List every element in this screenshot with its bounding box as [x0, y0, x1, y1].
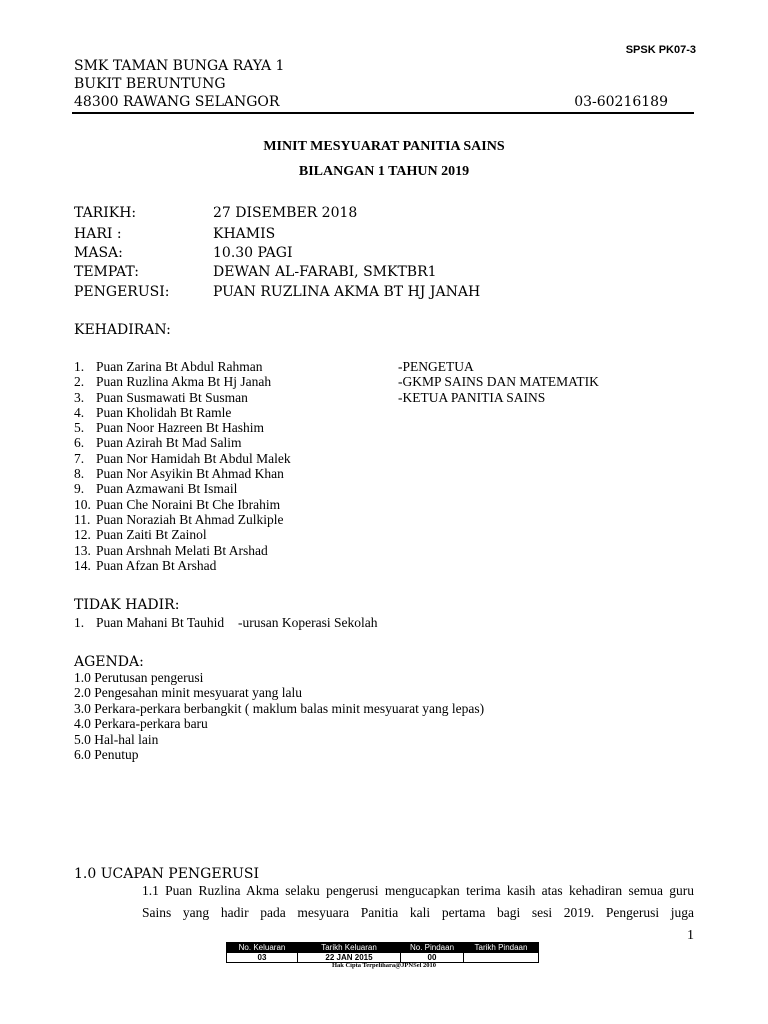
absent-heading: TIDAK HADIR: [74, 597, 180, 613]
attendance-num: 2. [74, 374, 85, 390]
attendance-role: -PENGETUA [398, 359, 474, 374]
attendance-num: 7. [74, 450, 85, 466]
attendance-name: Puan Afzan Bt Arshad [96, 557, 217, 573]
attendance-num: 8. [74, 466, 85, 482]
meeting-info-value: DEWAN AL-FARABI, SMKTBR1 [213, 264, 437, 280]
meeting-info-value: 10.30 PAGI [213, 245, 293, 261]
meeting-info-label: PENGERUSI: [74, 284, 170, 300]
meeting-info-value: PUAN RUZLINA AKMA BT HJ JANAH [213, 284, 481, 300]
ctl-header-issue-no: No. Keluaran [227, 943, 298, 953]
attendance-name: Puan Kholidah Bt Ramle [96, 404, 232, 420]
absent-name: Puan Mahani Bt Tauhid [96, 615, 225, 630]
attendance-name: Puan Azmawani Bt Ismail [96, 481, 238, 497]
agenda-item: 2.0 Pengesahan minit mesyuarat yang lalu [74, 685, 302, 701]
section1-paragraph [142, 880, 694, 924]
attendance-num: 5. [74, 420, 85, 436]
ctl-header-amend-no: No. Pindaan [401, 943, 464, 953]
header-divider [72, 112, 694, 114]
attendance-num: 4. [74, 404, 85, 420]
meeting-info-label: TARIKH: [74, 205, 137, 221]
document-code: SPSK PK07-3 [625, 44, 696, 56]
ctl-value-amend-no: 00 [401, 953, 464, 963]
attendance-name: Puan Noraziah Bt Ahmad Zulkiple [96, 511, 284, 527]
agenda-item: 5.0 Hal-hal lain [74, 731, 159, 747]
attendance-name: Puan Susmawati Bt Susman [96, 389, 248, 405]
attendance-heading: KEHADIRAN: [74, 322, 171, 338]
copyright-notice: Hak Cipta Terpelihara@JPNSel 2010 [331, 962, 437, 969]
document-title: MINIT MESYUARAT PANITIA SAINS [263, 139, 505, 154]
ctl-value-issue-date: 22 JAN 2015 [298, 953, 401, 963]
meeting-info-label: TEMPAT: [74, 264, 139, 280]
agenda-item: 1.0 Perutusan pengerusi [74, 670, 204, 685]
agenda-list [74, 670, 484, 762]
attendance-num: 9. [74, 481, 85, 497]
absent-num: 1. [74, 615, 85, 630]
section1-line1: 1.1 Puan Ruzlina Akma selaku pengerusi mengucapkan terima kasih atas kehadiran semua guru [142, 883, 694, 898]
attendance-name: Puan Arshnah Melati Bt Arshad [96, 542, 268, 558]
school-phone: 03-60216189 [574, 94, 668, 110]
section1-heading: 1.0 UCAPAN PENGERUSI [74, 866, 260, 882]
attendance-name: Puan Ruzlina Akma Bt Hj Janah [96, 374, 272, 390]
attendance-num: 13. [74, 542, 91, 558]
attendance-num: 3. [74, 389, 85, 405]
attendance-name: Puan Noor Hazreen Bt Hashim [96, 420, 264, 436]
meeting-info-label: MASA: [74, 245, 123, 261]
ctl-header-amend-date: Tarikh Pindaan [464, 943, 539, 953]
attendance-role: -GKMP SAINS DAN MATEMATIK [398, 374, 599, 390]
attendance-num: 1. [74, 359, 85, 374]
attendance-num: 6. [74, 435, 85, 451]
attendance-num: 10. [74, 496, 91, 512]
school-area: BUKIT BERUNTUNG [74, 76, 226, 92]
meeting-info-value: 27 DISEMBER 2018 [213, 205, 358, 221]
attendance-num: 14. [74, 557, 91, 573]
school-address: 48300 RAWANG SELANGOR [74, 94, 280, 110]
attendance-num: 11. [74, 511, 91, 527]
attendance-name: Puan Azirah Bt Mad Salim [96, 435, 242, 451]
attendance-name: Puan Zaiti Bt Zainol [96, 527, 207, 543]
attendance-name: Puan Nor Hamidah Bt Abdul Malek [96, 450, 291, 466]
page-number: 1 [687, 928, 694, 943]
attendance-role: -KETUA PANITIA SAINS [398, 389, 546, 405]
school-name: SMK TAMAN BUNGA RAYA 1 [74, 58, 285, 74]
document-control-table [226, 942, 539, 963]
ctl-header-issue-date: Tarikh Keluaran [298, 943, 401, 953]
attendance-name: Puan Zarina Bt Abdul Rahman [96, 359, 263, 374]
meeting-info-label: HARI : [74, 226, 122, 242]
document-subtitle: BILANGAN 1 TAHUN 2019 [298, 164, 470, 179]
attendance-name: Puan Che Noraini Bt Che Ibrahim [96, 496, 281, 512]
agenda-item: 3.0 Perkara-perkara berbangkit ( maklum balas minit mesyuarat yang lepas) [74, 700, 485, 716]
agenda-heading: AGENDA: [74, 654, 144, 670]
attendance-num: 12. [74, 527, 91, 543]
ctl-value-amend-date [464, 953, 539, 963]
agenda-item: 4.0 Perkara-perkara baru [74, 716, 208, 732]
ctl-value-issue-no: 03 [227, 953, 298, 963]
section1-line2: Sains yang hadir pada mesyuara Panitia kali pertama bagi sesi 2019. Pengerusi juga [142, 905, 694, 920]
meeting-info-value: KHAMIS [213, 226, 276, 242]
agenda-item: 6.0 Penutup [74, 746, 139, 762]
absent-reason: -urusan Koperasi Sekolah [238, 615, 378, 630]
attendance-name: Puan Nor Asyikin Bt Ahmad Khan [96, 466, 284, 482]
